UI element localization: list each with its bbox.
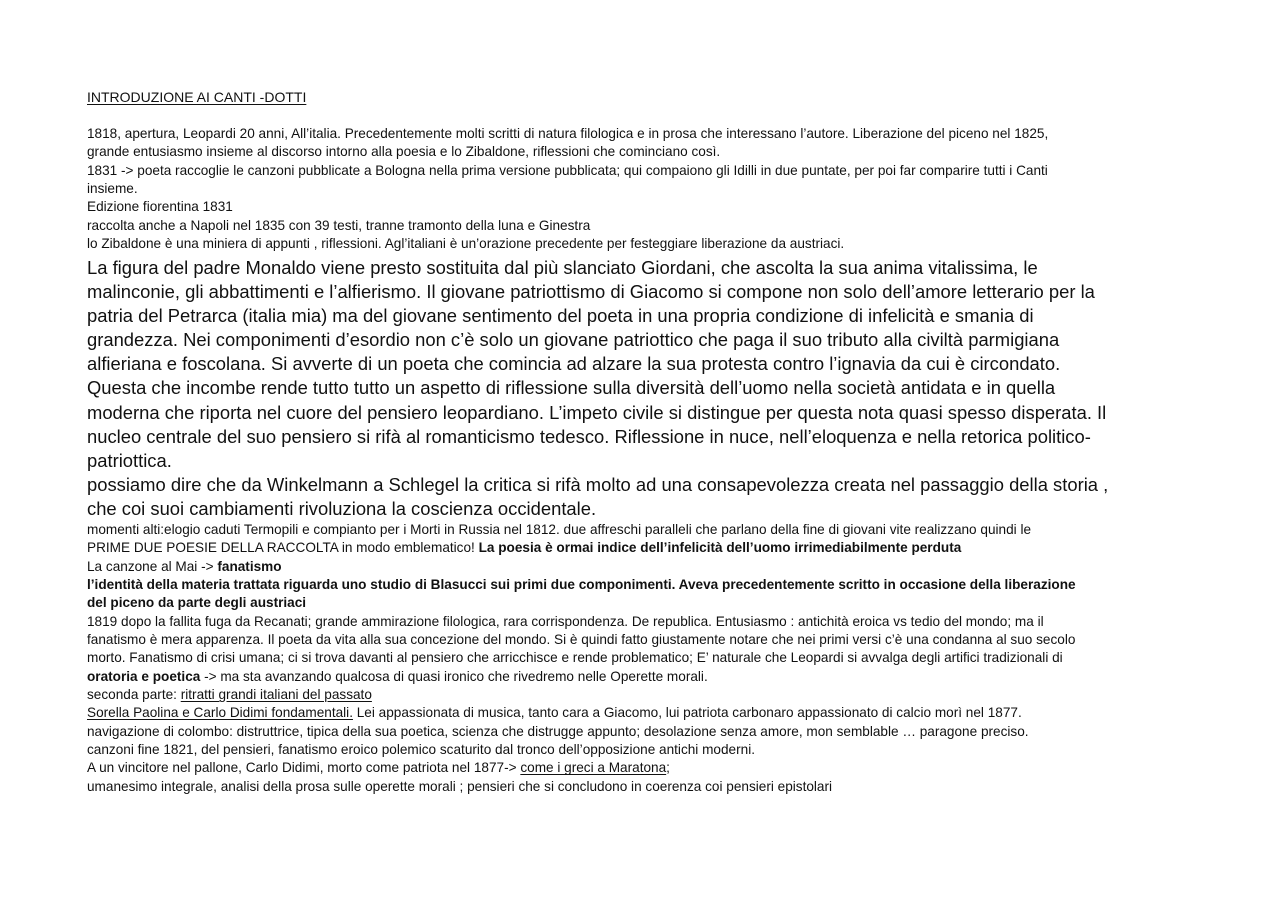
bold-text: del piceno da parte degli austriaci xyxy=(87,595,307,611)
main-paragraph xyxy=(87,256,1108,521)
intro-line: 1818, apertura, Leopardi 20 anni, All’italia. Precedentemente molti scritti di natura filologica e in prosa che interessano l’autore. Liberazione del piceno nel 1825, xyxy=(87,126,1049,141)
paragraph-line: Questa che incombe rende tutto tutto un aspetto di riflessione sulla diversità dell’uomo nella società antidata e in quella xyxy=(87,377,1056,399)
underlined-text: ritratti grandi italiani del passato xyxy=(180,687,372,703)
paragraph-line: che coi suoi cambiamenti rivoluziona la coscienza occidentale. xyxy=(87,497,597,519)
intro-line: insieme. xyxy=(87,181,138,197)
document-title: INTRODUZIONE AI CANTI -DOTTI xyxy=(87,89,307,105)
note-line xyxy=(87,576,1076,594)
text-segment: canzoni fine 1821, del pensieri, fanatismo eroico polemico scaturito dal tronco dell’opposizione antichi moderni. xyxy=(87,742,755,758)
text-segment: La canzone al Mai -> xyxy=(87,558,218,574)
note-line xyxy=(87,521,1031,539)
paragraph-line: malinconie, gli abbattimenti e l’alfierismo. Il giovane patriottismo di Giacomo si compone non solo dell’amore letterario per la xyxy=(87,281,1095,303)
note-line xyxy=(87,686,372,704)
paragraph-line: La figura del padre Monaldo viene presto sostituita dal più slanciato Giordani, che ascolta la sua anima vitalissima, le xyxy=(87,257,1038,278)
note-line xyxy=(87,558,282,576)
underlined-text: come i greci a Maratona xyxy=(520,760,667,776)
note-line xyxy=(87,613,1044,631)
intro-notes xyxy=(87,125,1048,253)
paragraph-line: grandezza. Nei componimenti d’esordio non c’è solo un giovane patriottico che paga il suo tributo alla civiltà parmigiana xyxy=(87,329,1060,351)
intro-line: raccolta anche a Napoli nel 1835 con 39 testi, tranne tramonto della luna e Ginestra xyxy=(87,217,591,233)
bold-text: l’identità della materia trattata riguarda uno studio di Blasucci sui primi due componimenti. Aveva precedentemente scritto in occasione della liberazione xyxy=(87,577,1076,593)
intro-line: 1831 -> poeta raccoglie le canzoni pubblicate a Bologna nella prima versione pubblicata; qui compaiono gli Idilli in due puntate, per poi far comparire tutti i Canti xyxy=(87,162,1048,178)
paragraph-line: patriottica. xyxy=(87,449,172,471)
text-segment: navigazione di colombo: distruttrice, tipica della sua poetica, scienza che distrugge appunto; desolazione senza amore, mon semblable … paragone preciso. xyxy=(87,723,1029,739)
bold-text: fanatismo xyxy=(217,558,282,574)
text-segment: -> ma sta avanzando qualcosa di quasi ironico che rivedremo nelle Operette morali. xyxy=(200,668,708,684)
note-line xyxy=(87,704,1022,722)
intro-line: lo Zibaldone è una miniera di appunti , riflessioni. Agl’italiani è un’orazione precedente per festeggiare liberazione da austriaci. xyxy=(87,236,845,252)
text-segment: morto. Fanatismo di crisi umana; ci si trova davanti al pensiero che arricchisce e rende problematico; E’ naturale che Leopardi si avvalga degli artifici tradizionali di xyxy=(87,650,1063,666)
note-line xyxy=(87,668,708,686)
note-line xyxy=(87,759,670,777)
text-segment: fanatismo è mera apparenza. Il poeta da vita alla sua concezione del mondo. Si è quindi fatto giustamente notare che nei primi versi c’è una condanna al suo secolo xyxy=(87,632,1076,648)
note-line xyxy=(87,594,306,612)
text-segment: PRIME DUE POESIE DELLA RACCOLTA in modo emblematico! xyxy=(87,540,479,556)
underlined-text: Sorella Paolina e Carlo Didimi fondamentali. xyxy=(87,705,353,721)
text-segment: momenti alti:elogio caduti Termopili e compianto per i Morti in Russia nel 1812. due affreschi paralleli che parlano della fine di giovani vite realizzano quindi le xyxy=(87,522,1032,537)
notes-section xyxy=(87,521,1076,796)
text-segment: 1819 dopo la fallita fuga da Recanati; grande ammirazione filologica, rara corrispondenza. De republica. Entusiasmo : antichità eroica vs tedio del mondo; ma il xyxy=(87,613,1044,629)
note-line xyxy=(87,631,1075,649)
note-line xyxy=(87,778,832,796)
note-line xyxy=(87,539,961,557)
text-segment: umanesimo integrale, analisi della prosa sulle operette morali ; pensieri che si concludono in coerenza coi pensieri epistolari xyxy=(87,778,833,794)
paragraph-line: alfieriana e foscolana. Si avverte di un poeta che comincia ad alzare la sua protesta contro l’ignavia da cui è circondato. xyxy=(87,353,1061,375)
note-line xyxy=(87,649,1063,667)
text-segment: Lei appassionata di musica, tanto cara a Giacomo, lui patriota carbonaro appassionato di calcio morì nel 1877. xyxy=(352,705,1022,721)
paragraph-line: moderna che riporta nel cuore del pensiero leopardiano. L’impeto civile si distingue per questa nota quasi spesso disperata. Il xyxy=(87,401,1107,423)
paragraph-line: nucleo centrale del suo pensiero si rifà al romanticismo tedesco. Riflessione in nuce, nell’eloquenza e nella retorica politico- xyxy=(87,425,1091,447)
paragraph-line: possiamo dire che da Winkelmann a Schlegel la critica si rifà molto ad una consapevolezza creata nel passaggio della storia , xyxy=(87,473,1109,495)
paragraph-line: patria del Petrarca (italia mia) ma del giovane sentimento del poeta in una propria condizione di infelicità e smania di xyxy=(87,305,1034,327)
text-segment: ; xyxy=(666,760,670,776)
text-segment: A un vincitore nel pallone, Carlo Didimi, morto come patriota nel 1877-> xyxy=(87,760,521,776)
text-segment: seconda parte: xyxy=(87,687,181,703)
bold-text: La poesia è ormai indice dell’infelicità dell’uomo irrimediabilmente perduta xyxy=(478,540,962,556)
intro-line: grande entusiasmo insieme al discorso intorno alla poesia e lo Zibaldone, riflessioni che cominciano così. xyxy=(87,144,721,160)
note-line xyxy=(87,723,1029,741)
note-line xyxy=(87,741,755,759)
bold-text: oratoria e poetica xyxy=(87,668,201,684)
intro-line: Edizione fiorentina 1831 xyxy=(87,199,233,215)
